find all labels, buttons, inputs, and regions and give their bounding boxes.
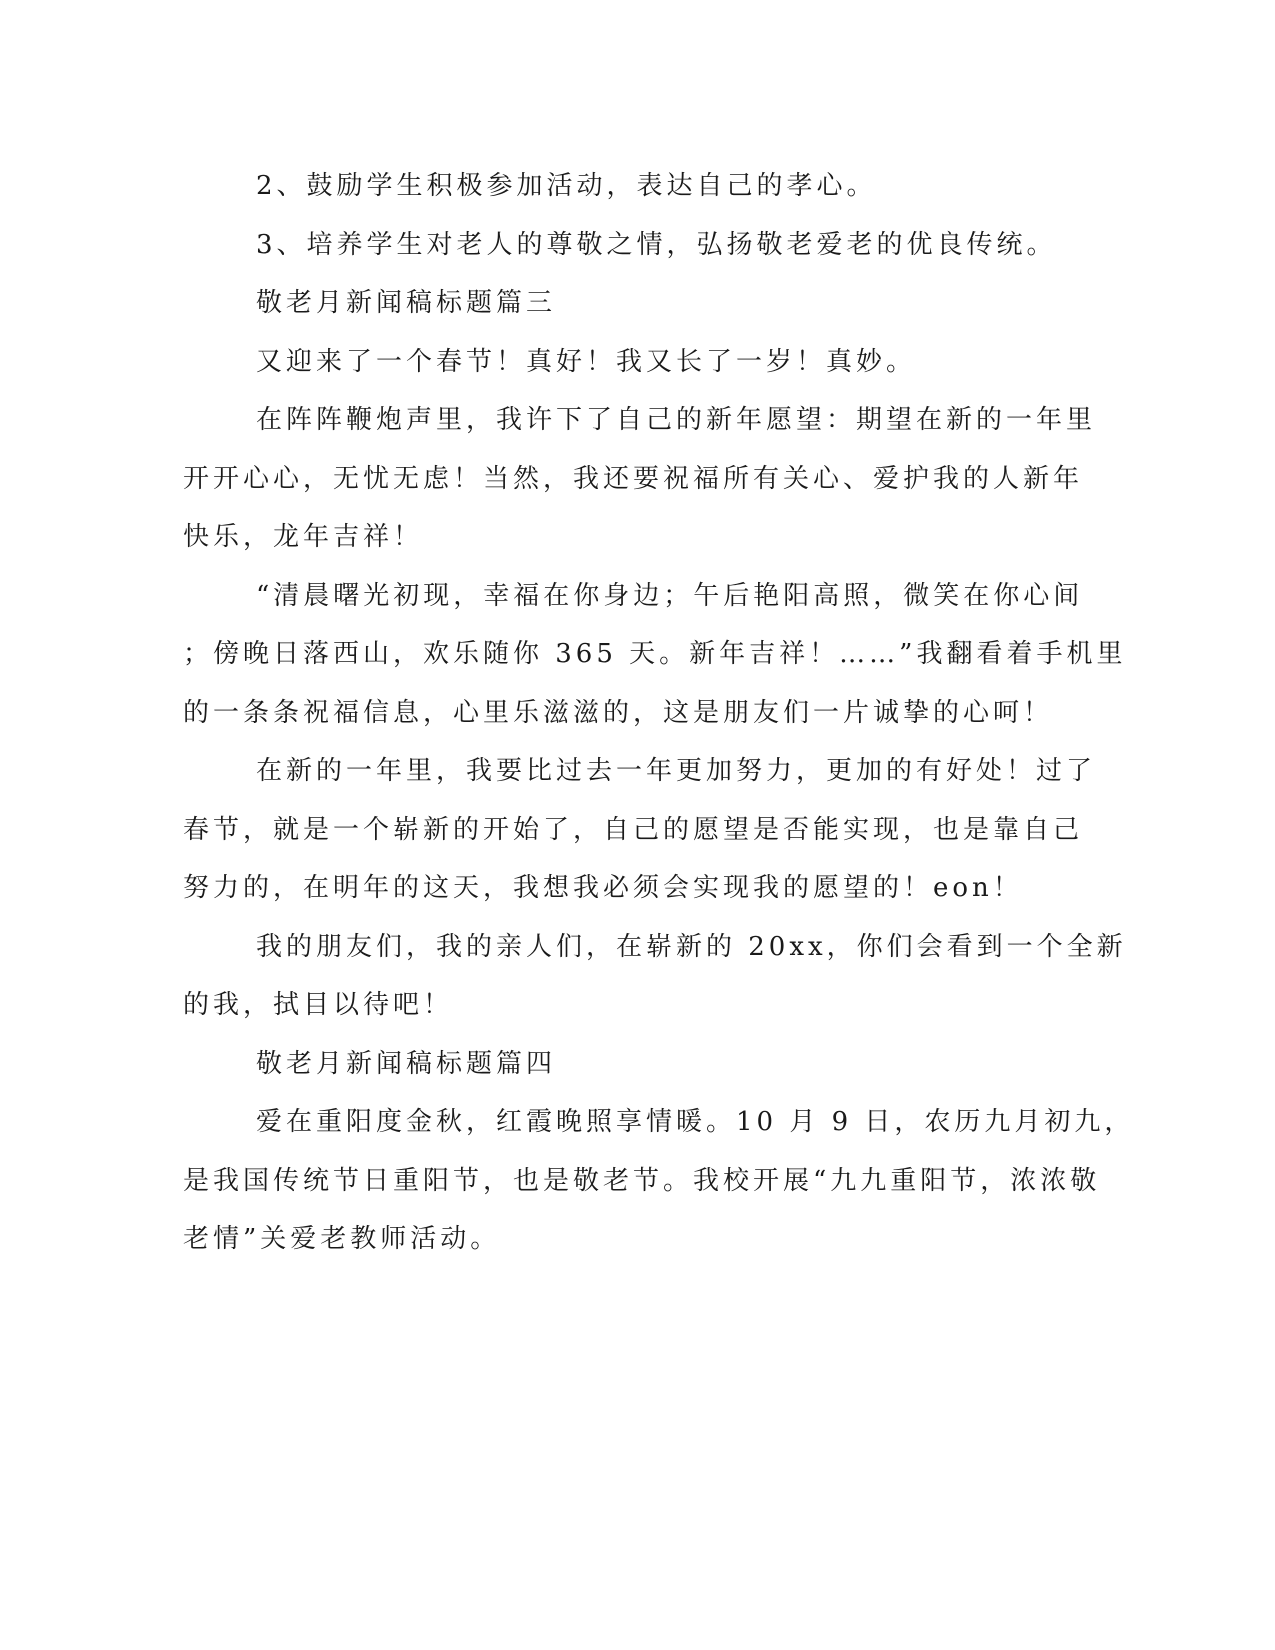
text-line: 春节，就是一个崭新的开始了，自己的愿望是否能实现，也是靠自己 bbox=[183, 814, 1084, 845]
text-line: 在阵阵鞭炮声里，我许下了自己的新年愿望：期望在新的一年里 bbox=[256, 405, 1097, 435]
section-heading: 敬老月新闻稿标题篇四 bbox=[256, 1048, 557, 1079]
text-line: 的一条条祝福信息，心里乐滋滋的，这是朋友们一片诚挚的心呵！ bbox=[183, 697, 1054, 728]
text-line: 爱在重阳度金秋，红霞晚照享情暖。10 月 9 日，农历九月初九， bbox=[256, 1107, 1135, 1137]
text-line: 快乐，龙年吉祥！ bbox=[183, 522, 424, 552]
text-line: 我的朋友们，我的亲人们，在崭新的 20xx，你们会看到一个全新 bbox=[256, 931, 1127, 962]
text-line: 开开心心，无忧无虑！当然，我还要祝福所有关心、爱护我的人新年 bbox=[183, 463, 1084, 494]
text-line: 是我国传统节日重阳节，也是敬老节。我校开展“九九重阳节，浓浓敬 bbox=[183, 1165, 1101, 1196]
text-line: 的我，拭目以待吧！ bbox=[183, 990, 454, 1020]
text-line: “清晨曙光初现，幸福在你身边；午后艳阳高照，微笑在你心间 bbox=[256, 580, 1084, 611]
text-line: 2、鼓励学生积极参加活动，表达自己的孝心。 bbox=[256, 171, 877, 201]
text-line: 3、培养学生对老人的尊敬之情，弘扬敬老爱老的优良传统。 bbox=[256, 229, 1057, 260]
section-heading: 敬老月新闻稿标题篇三 bbox=[256, 288, 557, 318]
text-line: 在新的一年里，我要比过去一年更加努力，更加的有好处！过了 bbox=[256, 756, 1097, 786]
text-line: 又迎来了一个春节！真好！我又长了一岁！真妙。 bbox=[256, 346, 917, 377]
document-body bbox=[183, 157, 1135, 1269]
text-line: ；傍晚日落西山，欢乐随你 365 天。新年吉祥！……”我翻看着手机里 bbox=[183, 639, 1127, 669]
text-line: 努力的，在明年的这天，我想我必须会实现我的愿望的！eon！ bbox=[183, 873, 1023, 903]
text-line: 老情”关爱老教师活动。 bbox=[183, 1224, 501, 1254]
